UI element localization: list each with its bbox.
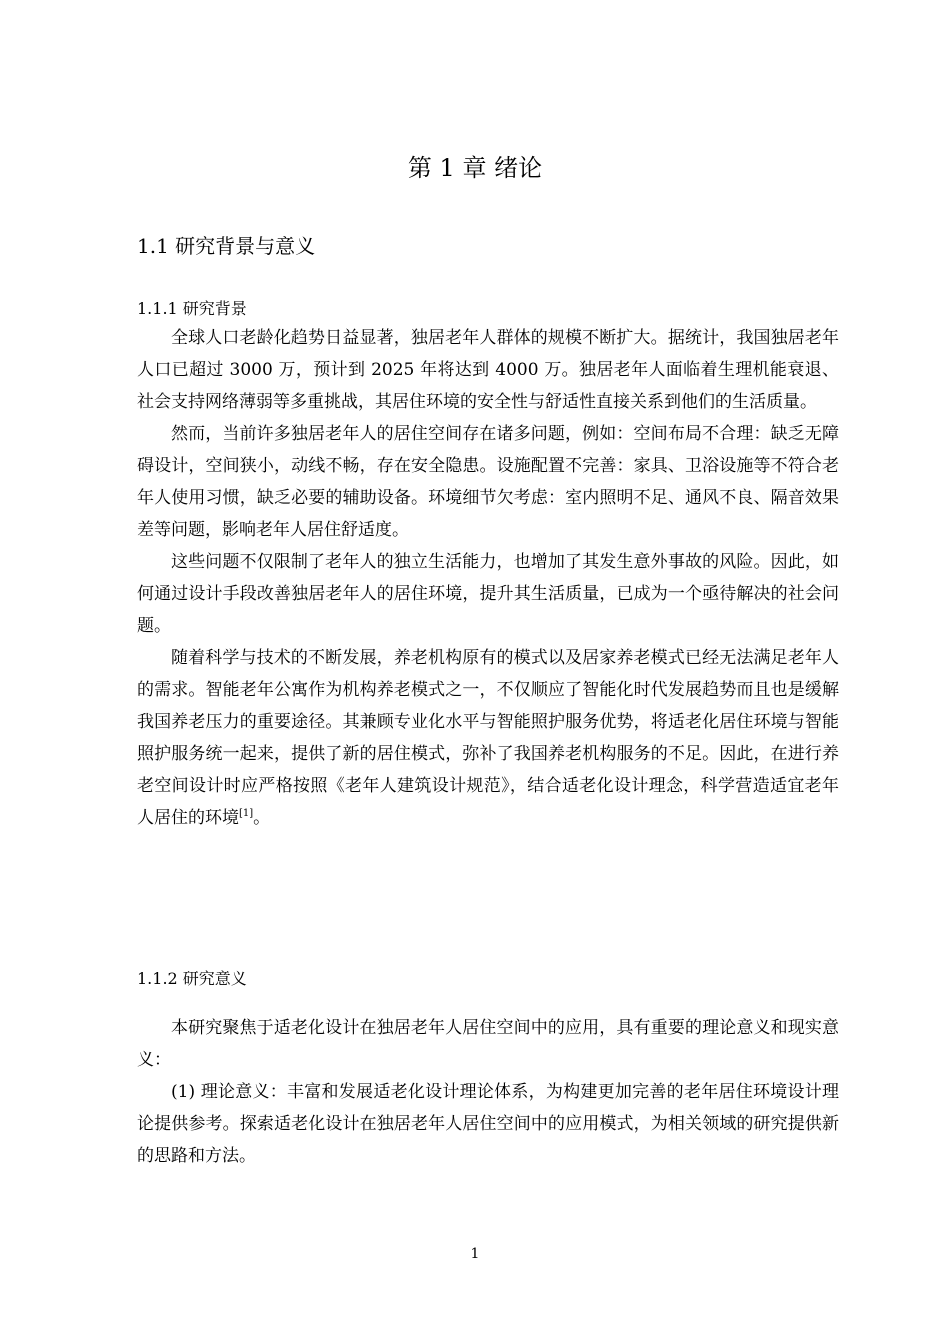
paragraph [137,642,839,834]
paragraph: 然而，当前许多独居老年人的居住空间存在诸多问题，例如：空间布局不合理：缺乏无障碍设计，空间狭小，动线不畅，存在安全隐患。设施配置不完善：家具、卫浴设施等不符合老年人使用习惯，缺乏必要的辅助设备。环境细节欠考虑：室内照明不足、通风不良、隔音效果差等问题，影响老年人居住舒适度。 [137,424,839,540]
subsection-title-significance: 1.1.2 研究意义 [137,969,247,988]
paragraph: 这些问题不仅限制了老年人的独立生活能力，也增加了其发生意外事故的风险。因此，如何通过设计手段改善独居老年人的居住环境，提升其生活质量，已成为一个亟待解决的社会问题。 [137,552,839,636]
paragraph: (1) 理论意义：丰富和发展适老化设计理论体系，为构建更加完善的老年居住环境设计理论提供参考。探索适老化设计在独居老年人居住空间中的应用模式，为相关领域的研究提供新的思路和方法。 [137,1082,839,1166]
page-number: 1 [470,1246,480,1262]
paragraph: 全球人口老龄化趋势日益显著，独居老年人群体的规模不断扩大。据统计，我国独居老年人口已超过 3000 万，预计到 2025 年将达到 4000 万。独居老年人面临着生理机能衰退、社会支持网络薄弱等多重挑战，其居住环境的安全性与舒适性直接关系到他们的生活质量。 [137,328,839,412]
significance-text [137,1012,839,1172]
chapter-title: 第 1 章 绪论 [407,154,543,182]
background-text [137,322,839,834]
section-title: 1.1 研究背景与意义 [137,234,316,258]
paragraph-end: 。 [253,808,271,828]
paragraph: 本研究聚焦于适老化设计在独居老年人居住空间中的应用，具有重要的理论意义和现实意义： [137,1018,839,1070]
paragraph-text: 随着科学与技术的不断发展，养老机构原有的模式以及居家养老模式已经无法满足老年人的需求。智能老年公寓作为机构养老模式之一，不仅顺应了智能化时代发展趋势而且也是缓解我国养老压力的重要途径。其兼顾专业化水平与智能照护服务优势，将适老化居住环境与智能照护服务统一起来，提供了新的居住模式，弥补了我国养老机构服务的不足。因此，在进行养老空间设计时应严格按照《老年人建筑设计规范》，结合适老化设计理念，科学营造适宜老年人居住的环境 [137,648,839,828]
citation-marker: [1] [239,808,254,819]
subsection-title-background: 1.1.1 研究背景 [137,299,247,318]
